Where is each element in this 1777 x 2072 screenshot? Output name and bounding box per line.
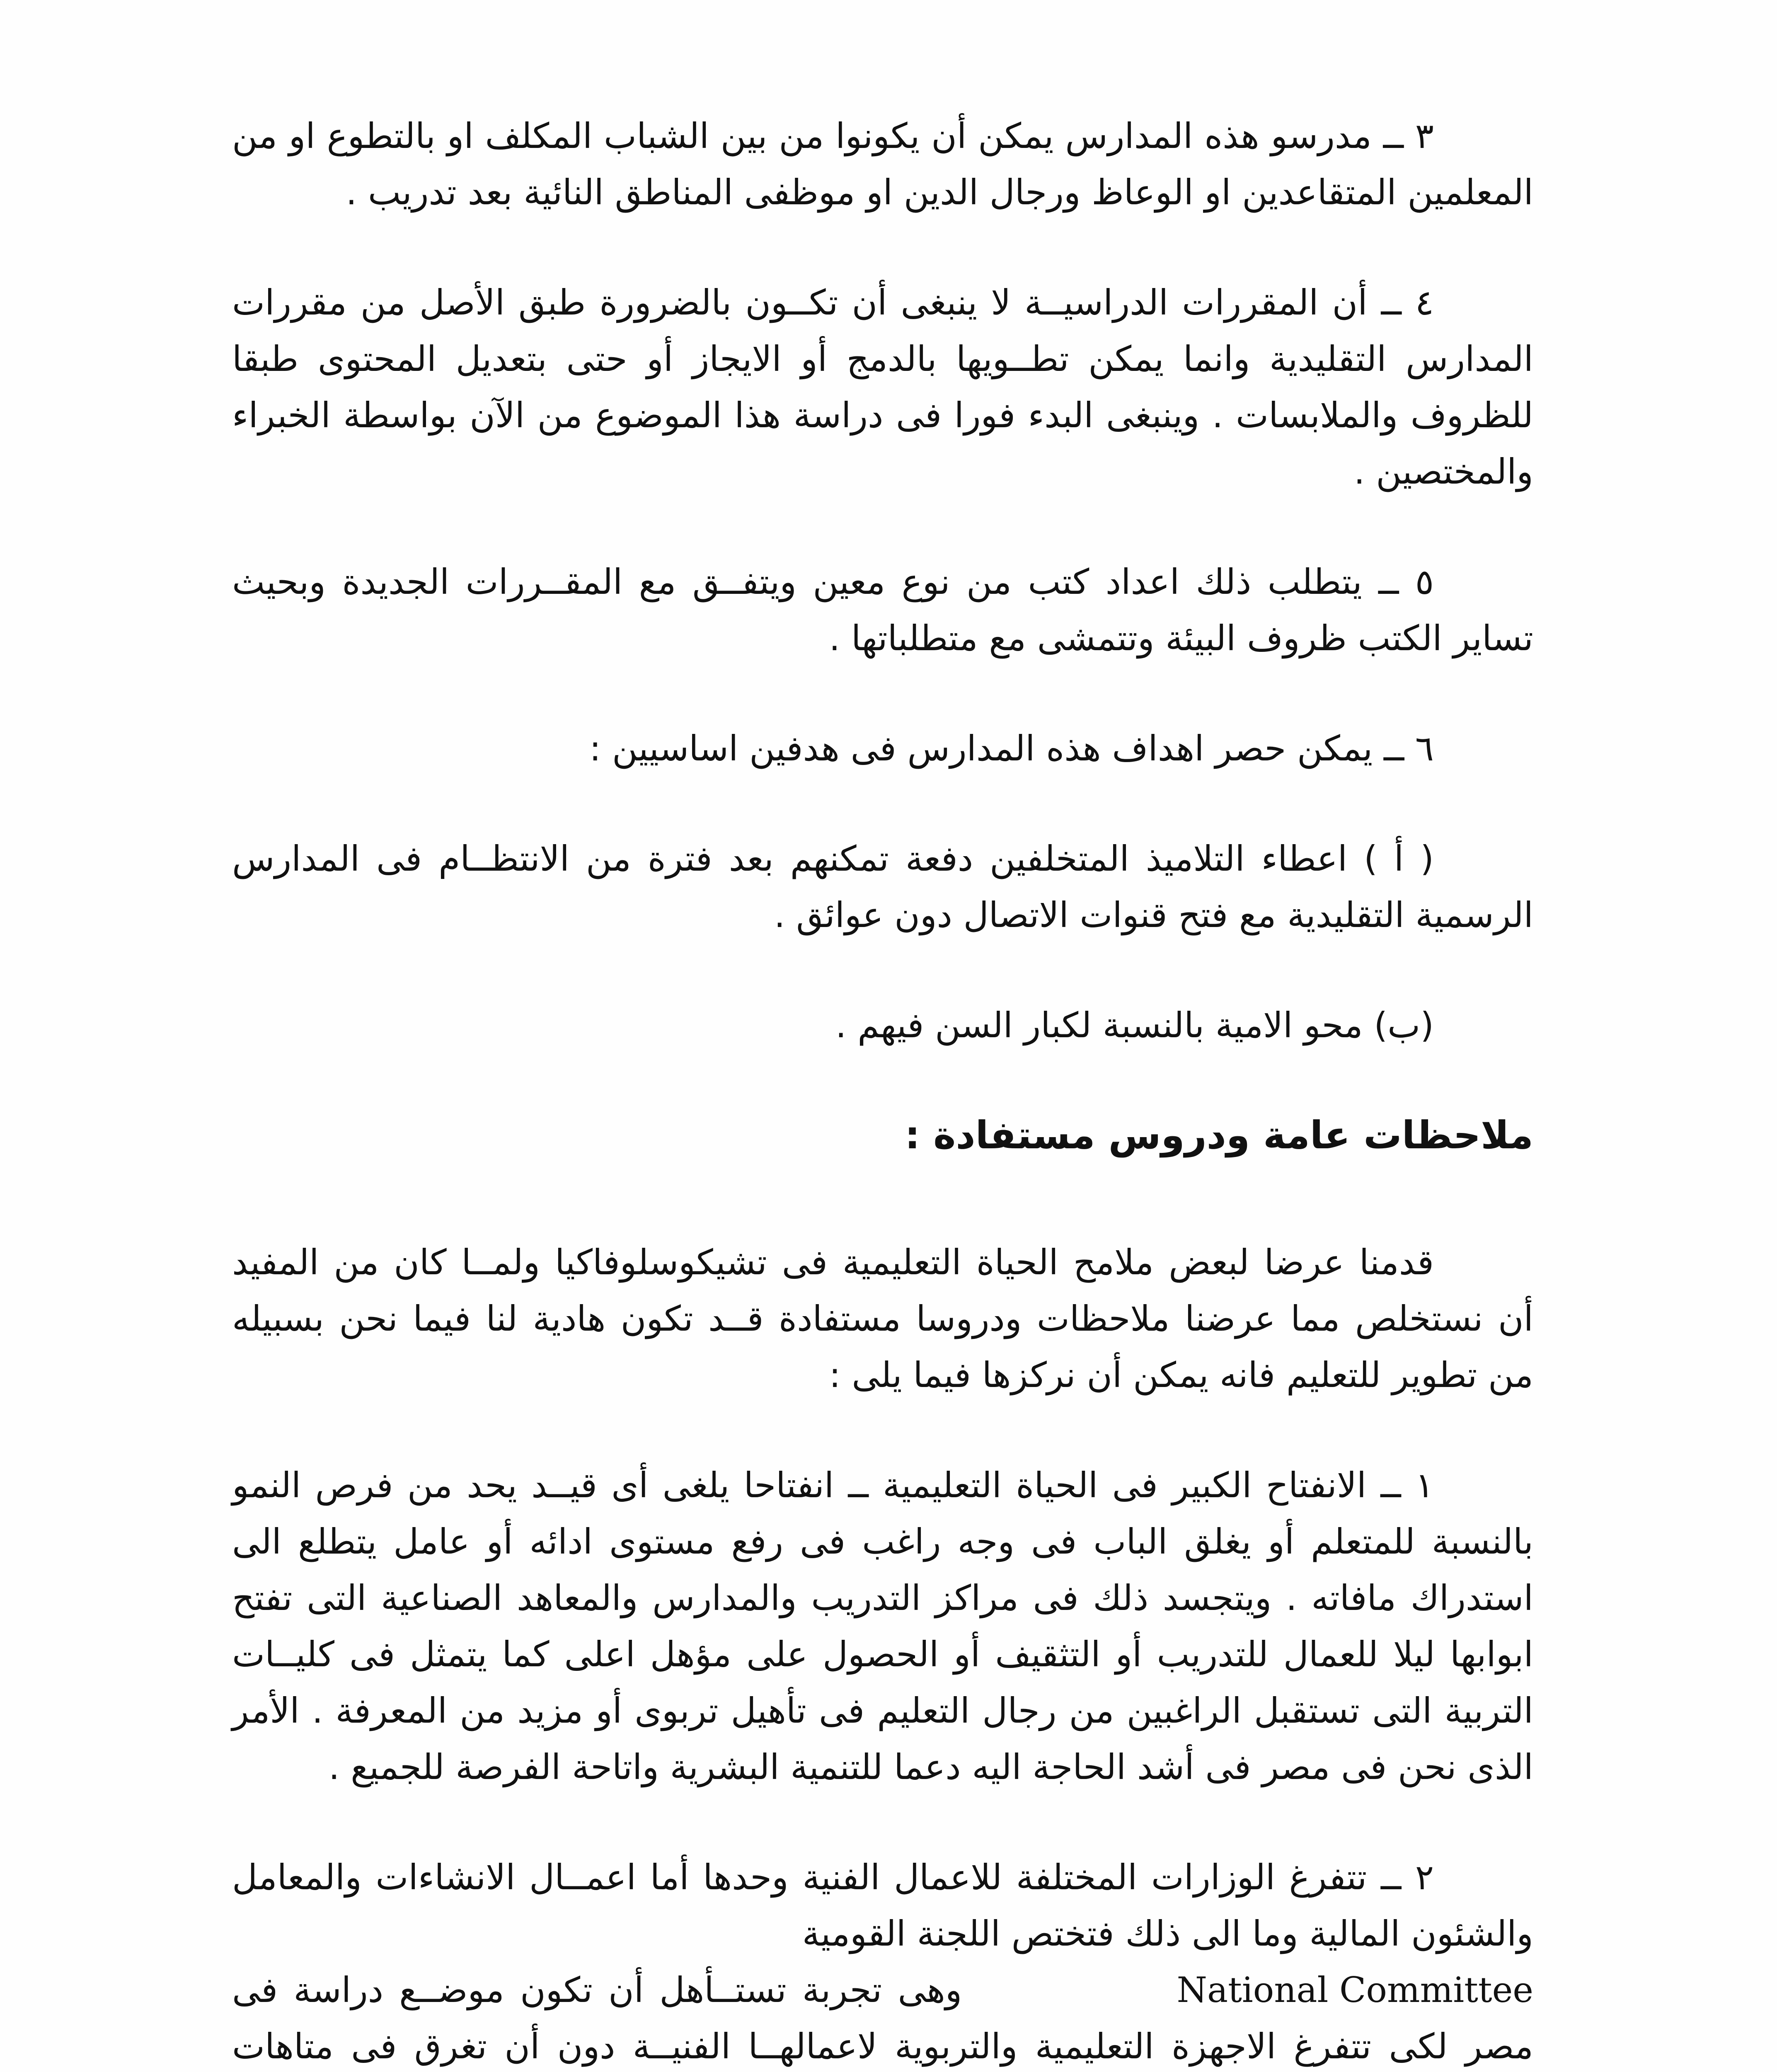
- body-text: [232, 108, 1533, 2072]
- intro-paragraph: قدمنا عرضا لبعض ملامح الحياة التعليمية فى تشيكوسلوفاكيا ولمــا كان من المفيد أن نستخلص مما عرضنا ملاحظات ودروسا مستفادة قــد تكون هادية لنا فيما نحن بسبيله من تطوير للتعليم فانه يمكن أن نركزها فيما يلى :: [232, 1242, 1533, 1395]
- paragraph-item-6b: (ب) محو الامية بالنسبة لكبار السن فيهم .: [835, 1005, 1434, 1046]
- lesson-item-1: ١ ــ الانفتاح الكبير فى الحياة التعليمية ــ انفتاحا يلغى أى قيــد يحد من فرص النمو بالنسبة للمتعلم أو يغلق الباب فى وجه راغب فى رفع مستوى ادائه أو عامل يتطلع الى استدراك مافاته . ويتجسد ذلك فى مراكز التدريب والمدارس والمعاهد الصناعية التى تفتح ابوابها ليلا للعمال للتدريب أو التثقيف أو الحصول على مؤهل اعلى كما يتمثل فى كليــات التربية التى تستقبل الراغبين من رجال التعليم فى تأهيل تربوى أو مزيد من المعرفة . الأمر الذى نحن فى مصر فى أشد الحاجة اليه دعما للتنمية البشرية واتاحة الفرصة للجميع .: [232, 1465, 1533, 1787]
- paragraph-item-3: ٣ ــ مدرسو هذه المدارس يمكن أن يكونوا من بين الشباب المكلف او بالتطوع او من المعلمين المتقاعدين او الوعاظ ورجال الدين او موظفى المناطق النائية بعد تدريب .: [232, 116, 1533, 213]
- paragraph-item-4: ٤ ــ أن المقررات الدراسيــة لا ينبغى أن تكــون بالضرورة طبق الأصل من مقررات المدارس التقليدية وانما يمكن تطــويها بالدمج أو الايجاز أو حتى بتعديل المحتوى طبقا للظروف والملابسات . وينبغى البدء فورا فى دراسة هذا الموضوع من الآن بواسطة الخبراء والمختصين .: [232, 282, 1533, 492]
- lesson-2-text-start: ٢ ــ تتفرغ الوزارات المختلفة للاعمال الفنية وحدها أما اعمــال الانشاءات والمعامل والشئون المالية وما الى ذلك فتختص اللجنة القومية: [232, 1857, 1533, 1954]
- english-term: National Committee: [1177, 1970, 1533, 2010]
- paragraph-item-6a: ( أ ) اعطاء التلاميذ المتخلفين دفعة تمكنهم بعد فترة من الانتظــام فى المدارس الرسمية التقليدية مع فتح قنوات الاتصال دون عوائق .: [232, 838, 1533, 935]
- lesson-2-text-end: وهى تجربة تستــأهل أن تكون موضــع دراسة فى مصر لكى تتفرغ الاجهزة التعليمية والتربوية لاعمالهــا الفنيــة دون أن تغرق فى متاهات: [232, 1970, 1533, 2067]
- section-heading: ملاحظات عامة ودروس مستفادة :: [905, 1113, 1533, 1157]
- paragraph-item-6: ٦ ــ يمكن حصر اهداف هذه المدارس فى هدفين اساسيين :: [589, 728, 1434, 769]
- lesson-item-2: [232, 1849, 1533, 2072]
- paragraph-item-5: ٥ ــ يتطلب ذلك اعداد كتب من نوع معين ويتفــق مع المقــررات الجديدة وبحيث تساير الكتب ظروف البيئة وتتمشى مع متطلباتها .: [232, 562, 1533, 658]
